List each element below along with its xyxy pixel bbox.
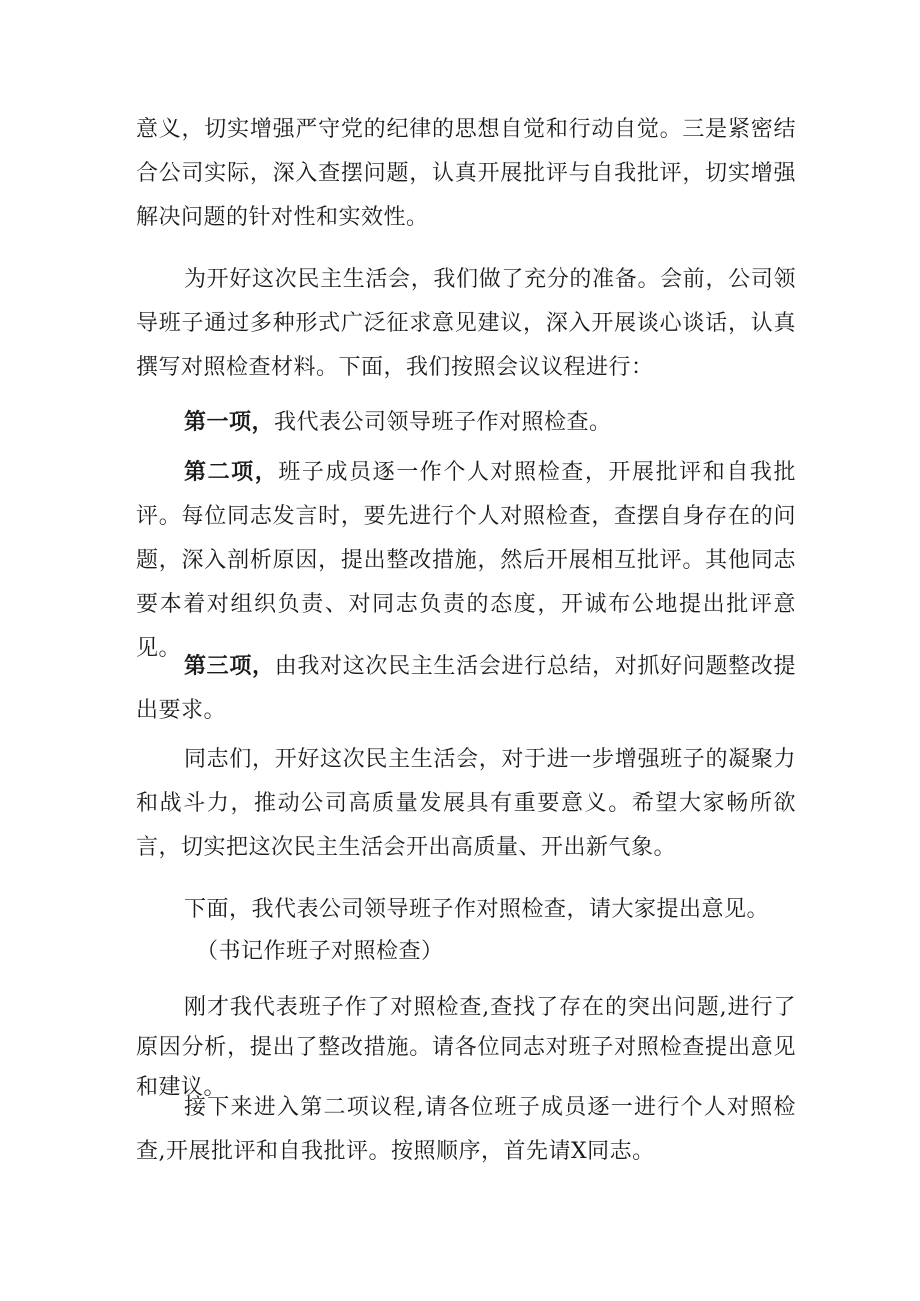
paragraph-preparation — [136, 258, 796, 390]
paragraph-continuation — [136, 108, 796, 240]
paragraph-text: 接下来进入第二项议程,请各位班子成员逐一进行个人对照检查,开展批评和自我批评。按照顺序，首先请X同志。 — [136, 1095, 796, 1164]
paragraph-text: 下面，我代表公司领导班子作对照检查，请大家提出意见。 — [184, 897, 770, 922]
paragraph-text: 意义，切实增强严守党的纪律的思想自觉和行动自觉。三是紧密结合公司实际，深入查摆问题，认真开展批评与自我批评，切实增强解决问题的针对性和实效性。 — [136, 117, 796, 230]
paragraph-comrades — [136, 738, 796, 870]
paragraph-text: 刚才我代表班子作了对照检查,查找了存在的突出问题,进行了原因分析，提出了整改措施。请各位同志对班子对照检查提出意见和建议。 — [136, 995, 796, 1100]
agenda-item-text: 我代表公司领导班子作对照检查。 — [274, 410, 612, 435]
paragraph-text: 为开好这次民主生活会，我们做了充分的准备。会前，公司领导班子通过多种形式广泛征求意见建议，深入开展谈心谈话，认真撰写对照检查材料。下面，我们按照会议议程进行： — [136, 267, 796, 380]
stage-direction-text: （书记作班子对照检查） — [196, 939, 444, 964]
agenda-item-3 — [136, 644, 796, 733]
stage-direction — [196, 930, 796, 974]
agenda-item-text: 班子成员逐一作个人对照检查，开展批评和自我批评。每位同志发言时，要先进行个人对照检查，查摆自身存在的问题，深入剖析原因，提出整改措施，然后开展相互批评。其他同志要本着对组织负责、对同志负责的态度，开诚布公地提出批评意见。 — [136, 460, 796, 661]
paragraph-agenda-two — [136, 1086, 796, 1174]
paragraph-next — [136, 888, 796, 932]
agenda-item-label: 第一项， — [184, 409, 275, 435]
agenda-item-label: 第三项， — [184, 653, 275, 679]
paragraph-text: 同志们，开好这次民主生活会，对于进一步增强班子的凝聚力和战斗力，推动公司高质量发展具有重要意义。希望大家畅所欲言，切实把这次民主生活会开出高质量、开出新气象。 — [136, 747, 796, 860]
agenda-item-1 — [136, 400, 796, 445]
agenda-item-label: 第二项， — [184, 459, 279, 485]
agenda-item-text: 由我对这次民主生活会进行总结，对抓好问题整改提出要求。 — [136, 654, 796, 723]
agenda-item-2 — [136, 450, 796, 671]
